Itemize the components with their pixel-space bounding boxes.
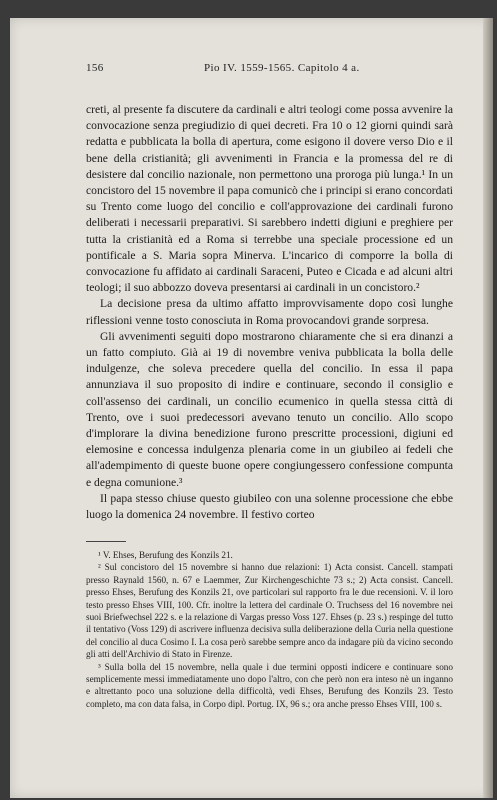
- footnotes: [86, 549, 453, 710]
- page-number: 156: [86, 62, 104, 74]
- footnote: ² Sul concistoro del 15 novembre si hanno due relazioni: 1) Acta consist. Cancell. stampati presso Raynald 1560, n. 67 e Laemmer, Zur Kirchengeschichte 73 s.; 2) Acta consist. Cancell. presso Ehses, Berufung des Konzils 21, ove particolari sul rapporto fra le due recensioni. V. il loro testo presso Ehses VIII, 100. Cfr. inoltre la lettera del cardinale O. Truchsess del 16 novembre nei suoi Briefwechsel 222 s. e la relazione di Vargas presso Voss 127. Ehses (p. 23 s.) respinge del tutto il tentativo (Voss 129) di ascrivere influenza decisiva sulla deliberazione della Curia nella questione del concilio al duca Cosimo I. La cosa però sarebbe sempre anco da indagare più da vicino secondo gli atti dell'Archivio di Stato in Firenze.: [86, 562, 453, 660]
- footnote: ³ Sulla bolla del 15 novembre, nella quale i due termini opposti indicere e continuare sono semplicemente messi immediatamente uno dopo l'altro, con che però non era inteso nè un inganno e altrettanto poco una soluzione della difficoltà, vedi Ehses, Berufung des Konzils 23. Testo completo, ma con data falsa, in Corpo dipl. Portug. IX, 96 s.; ora anche presso Ehses VIII, 100 s.: [86, 661, 453, 709]
- page-spine-shadow: [483, 18, 493, 798]
- main-text: [86, 102, 453, 523]
- paragraph: creti, al presente fa discutere da cardinali e altri teologi come possa avvenire la convocazione senza pregiudizio di quei decreti. Fra 10 o 12 giorni quindi sarà redatta e pubblicata la bolla di apertura, come esigono il dovere verso Dio e il bene della cristianità; gli avvenimenti in Francia e la promessa del re di desistere dal concilio nazionale, non permettono una proroga più lunga.¹ In un concistoro del 15 novembre il papa comunicò che i principi si erano concordati su Trento come luogo del concilio e coll'approvazione dei cardinali furono deliberati i necessarii preparativi. Si sarebbero indetti digiuni e preghiere per tutta la cristianità ed a Roma si terrebbe una speciale processione ed un pontificale a S. Maria sopra Minerva. L'incarico di comporre la bolla di convocazione fu affidato ai cardinali Saraceni, Puteo e Cicada e ad alcuni altri teologi; il suo abbozzo doveva presentarsi ai cardinali in un concistoro.²: [86, 103, 454, 295]
- paragraph: La decisione presa da ultimo affatto improvvisamente dopo così lunghe riflessioni venne tosto conosciuta in Roma provocandovi grande sorpresa.: [86, 297, 453, 327]
- paragraph: Gli avvenimenti seguiti dopo mostrarono chiaramente che si era dinanzi a un fatto compiuto. Già ai 19 di novembre veniva pubblicata la bolla delle indulgenze, che soleva precedere quella del concilio. In essa il papa annunziava il suo proposito di indire e continuare, secondo il consiglio e coll'assenso dei cardinali, un concilio ecumenico in quella stessa città di Trento, ove i suoi predecessori avevano tenuto un concilio. Allo scopo d'implorare la divina benedizione furono prescritte processioni, digiuni ed elemosine e concessa indulgenza plenaria come in un giubileo ai fedeli che all'adempimento di queste buone opere congiungessero confessione compunta e degna comunione.³: [86, 329, 453, 489]
- footnote: ¹ V. Ehses, Berufung des Konzils 21.: [98, 550, 233, 560]
- footnote-separator: [86, 541, 126, 542]
- book-page: [10, 18, 493, 798]
- paragraph: Il papa stesso chiuse questo giubileo con una solenne processione che ebbe luogo la domenica 24 novembre. Il festivo corteo: [86, 491, 453, 522]
- running-title: Pio IV. 1559-1565. Capitolo 4 a.: [204, 62, 360, 74]
